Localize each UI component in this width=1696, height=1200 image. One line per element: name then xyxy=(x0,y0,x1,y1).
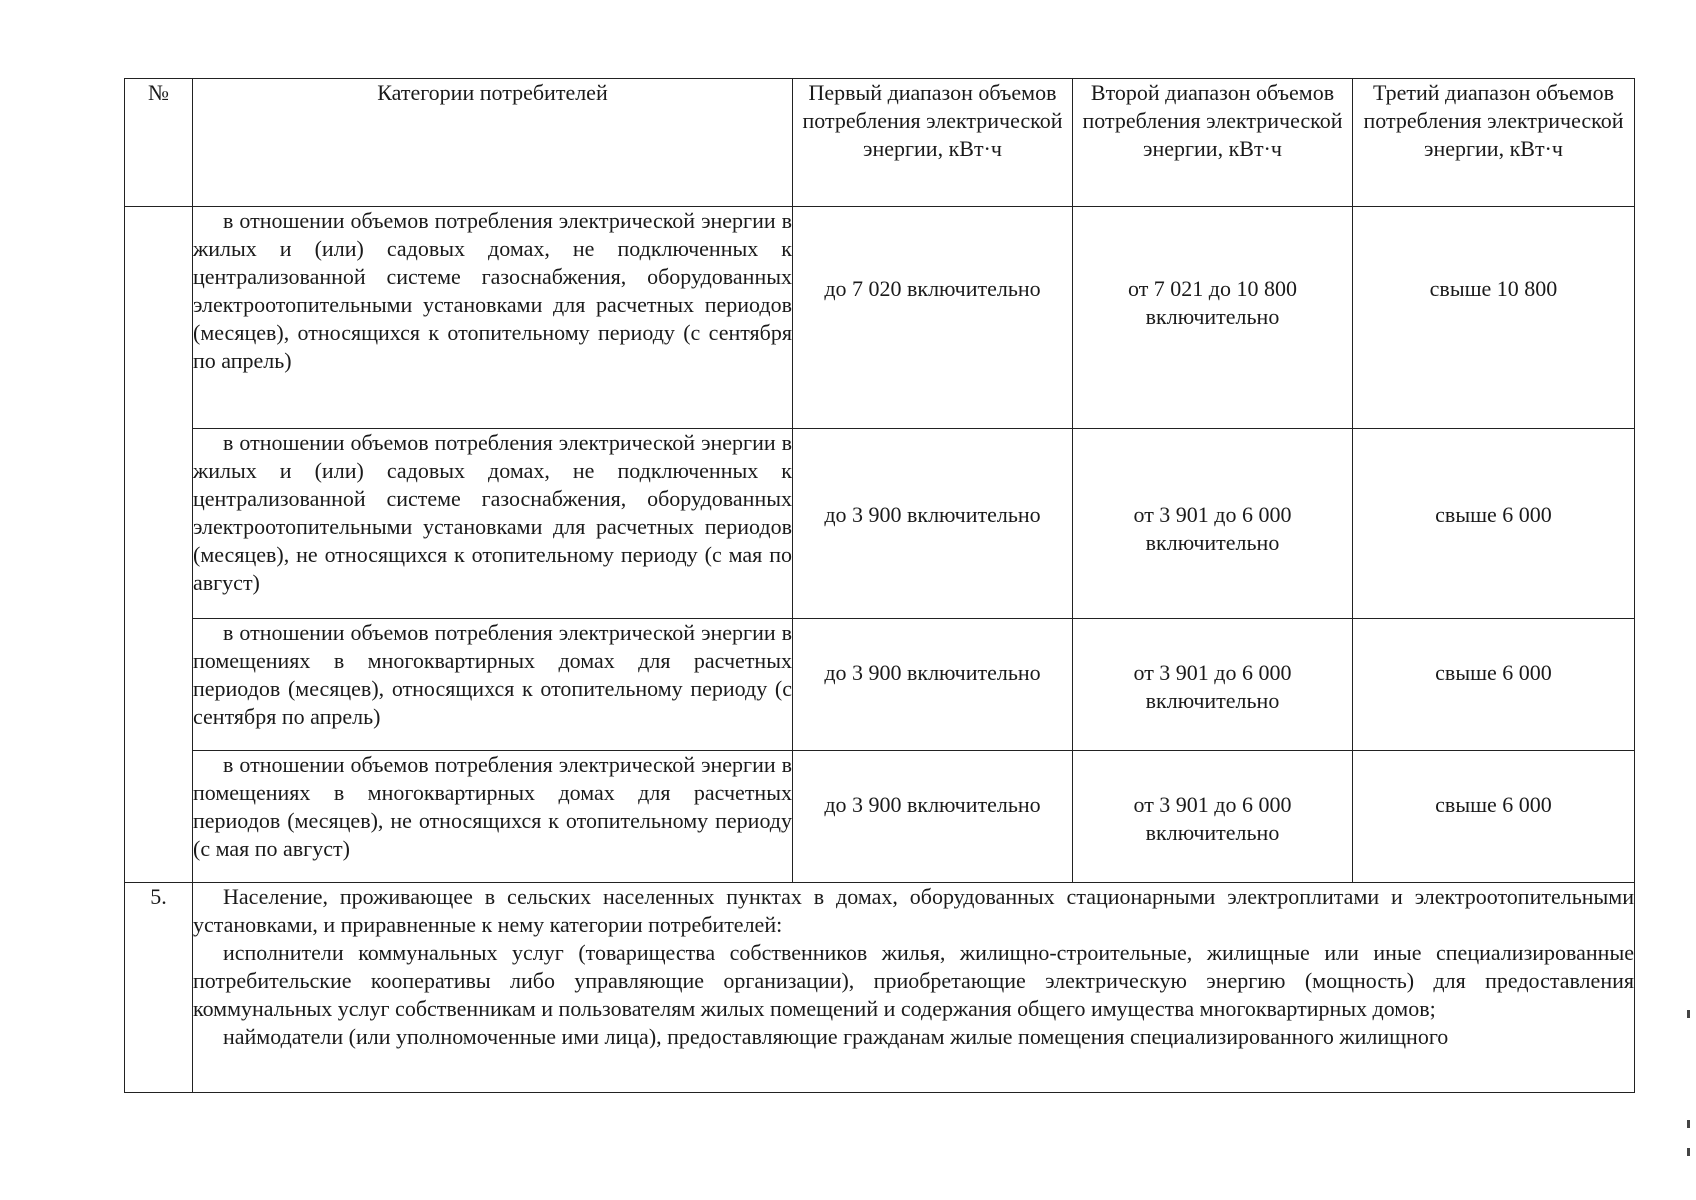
category-text: в отношении объемов потребления электрической энергии в помещениях в многоквартирных домах для расчетных периодов (месяцев), относящихся к отопительному периоду (с сентября по апрель) xyxy=(193,620,792,729)
table-row xyxy=(125,429,1635,619)
section-5-text xyxy=(193,883,1635,1093)
category-text: в отношении объемов потребления электрической энергии в жилых и (или) садовых домах, не подключенных к централизованной системе газоснабжения, оборудованных электроотопительными установками для расчетных периодов (месяцев), относящихся к отопительному периоду (с сентября по апрель) xyxy=(193,208,792,373)
scan-edge-mark xyxy=(1687,1148,1690,1156)
scan-edge-mark xyxy=(1687,1120,1690,1128)
table-row xyxy=(125,619,1635,751)
header-range-2: Второй диапазон объемов потребления электрической энергии, кВт·ч xyxy=(1073,79,1353,207)
table-row xyxy=(125,751,1635,883)
section-number: 5. xyxy=(125,883,193,1093)
scan-edge-mark xyxy=(1687,1010,1690,1018)
table-header-row xyxy=(125,79,1635,207)
range-3-cell: свыше 6 000 xyxy=(1353,429,1635,619)
range-1-cell: до 3 900 включительно xyxy=(793,429,1073,619)
category-text: в отношении объемов потребления электрической энергии в помещениях в многоквартирных домах для расчетных периодов (месяцев), не относящихся к отопительному периоду (с мая по август) xyxy=(193,752,792,861)
range-1-cell: до 3 900 включительно xyxy=(793,751,1073,883)
row-number-cell xyxy=(125,207,193,883)
header-number: № xyxy=(125,79,193,207)
range-3-cell: свыше 6 000 xyxy=(1353,619,1635,751)
range-1-cell: до 7 020 включительно xyxy=(793,207,1073,429)
category-cell xyxy=(193,619,793,751)
range-2-cell: от 3 901 до 6 000 включительно xyxy=(1073,429,1353,619)
header-range-3: Третий диапазон объемов потребления электрической энергии, кВт·ч xyxy=(1353,79,1635,207)
range-2-cell: от 3 901 до 6 000 включительно xyxy=(1073,751,1353,883)
header-category: Категории потребителей xyxy=(193,79,793,207)
section-paragraph: Население, проживающее в сельских населенных пунктах в домах, оборудованных стационарными электроплитами и электроотопительными установками, и приравненные к нему категории потребителей: xyxy=(193,884,1634,937)
range-1-cell: до 3 900 включительно xyxy=(793,619,1073,751)
category-cell xyxy=(193,429,793,619)
range-2-cell: от 3 901 до 6 000 включительно xyxy=(1073,619,1353,751)
section-paragraph: исполнители коммунальных услуг (товарищества собственников жилья, жилищно-строительные, жилищные или иные специализированные потребительские кооперативы либо управляющие организации), приобретающие электрическую энергию (мощность) для предоставления коммунальных услуг собственникам и пользователям жилых помещений и содержания общего имущества многоквартирных домов; xyxy=(193,940,1634,1021)
table-row xyxy=(125,207,1635,429)
range-3-cell: свыше 10 800 xyxy=(1353,207,1635,429)
range-3-cell: свыше 6 000 xyxy=(1353,751,1635,883)
section-paragraph: наймодатели (или уполномоченные ими лица), предоставляющие гражданам жилые помещения специализированного жилищного xyxy=(223,1024,1449,1049)
header-range-1: Первый диапазон объемов потребления электрической энергии, кВт·ч xyxy=(793,79,1073,207)
category-cell xyxy=(193,751,793,883)
section-5-row xyxy=(125,883,1635,1093)
tariff-table xyxy=(124,78,1635,1093)
category-text: в отношении объемов потребления электрической энергии в жилых и (или) садовых домах, не подключенных к централизованной системе газоснабжения, оборудованных электроотопительными установками для расчетных периодов (месяцев), не относящихся к отопительному периоду (с мая по август) xyxy=(193,430,792,595)
range-2-cell: от 7 021 до 10 800 включительно xyxy=(1073,207,1353,429)
category-cell xyxy=(193,207,793,429)
